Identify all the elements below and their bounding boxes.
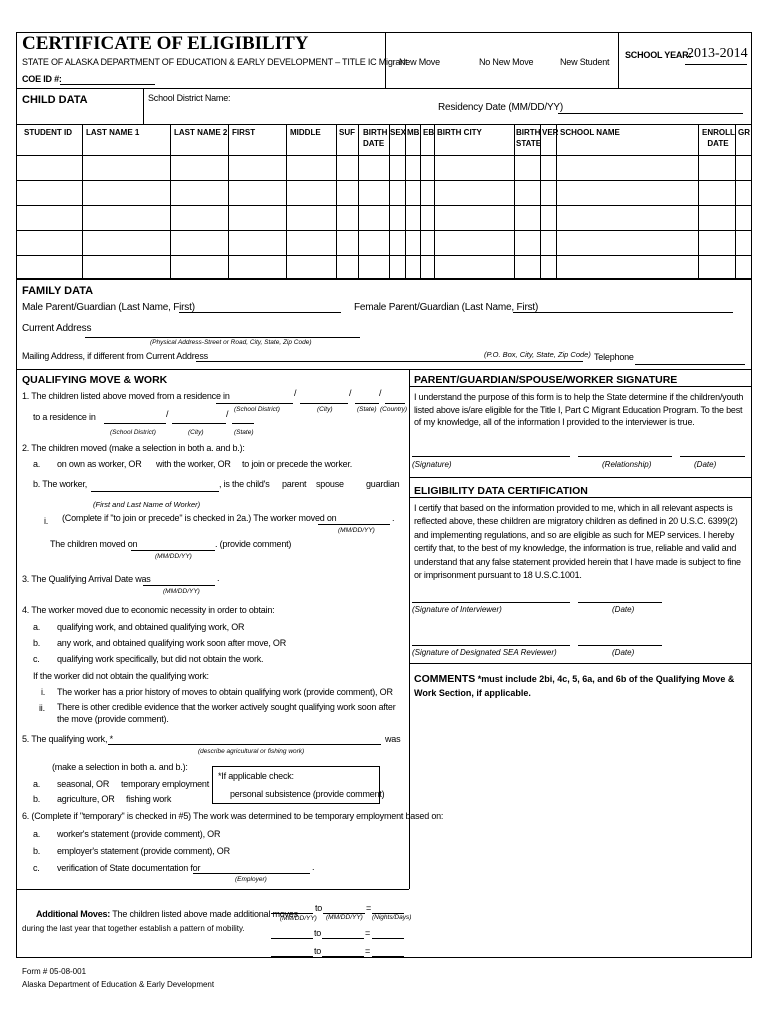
school-year-value[interactable]: 2013-2014 [687,46,748,61]
q6a-option[interactable]: worker's statement (provide comment), OR [57,829,221,839]
district-label: School District Name: [148,93,231,103]
move3-to-field[interactable] [322,946,364,957]
q1-state-field[interactable] [355,392,379,404]
signature-heading: PARENT/GUARDIAN/SPOUSE/WORKER SIGNATURE [414,374,678,386]
school-year-label: SCHOOL YEAR: [625,50,692,60]
q4-text: 4. The worker moved due to economic necessity in order to obtain: [22,605,275,615]
q5b-agriculture[interactable]: agriculture, OR [57,794,115,804]
reviewer-date-field[interactable] [578,636,662,646]
coe-id-label: COE ID #: [22,74,62,84]
male-parent-label: Male Parent/Guardian (Last Name, First) [22,302,195,313]
col-sex: SEX [390,128,407,137]
q2a-with-worker[interactable]: with the worker, OR [156,459,231,469]
cert-heading: ELIGIBILITY DATA CERTIFICATION [414,485,588,497]
q4c-option[interactable]: qualifying work specifically, but did not obtain the work. [57,654,264,664]
q2i-date-field[interactable] [318,513,390,525]
q2a-own-worker[interactable]: on own as worker, OR [57,459,142,469]
move3-nights-field[interactable] [372,946,404,957]
comments-area[interactable] [412,705,748,885]
col-birth-city: BIRTH CITY [437,128,482,137]
col-first: FIRST [232,128,256,137]
new-student-option[interactable]: New Student [560,57,610,67]
child-data-heading: CHILD DATA [22,94,88,106]
telephone-label: Telephone [594,352,634,362]
residency-field[interactable] [558,101,743,114]
q2i-text: (Complete if "to join or precede" is checked in 2a.) The worker moved on [62,513,337,523]
telephone-field[interactable] [635,353,745,365]
col-ver: VER [542,128,559,137]
q4a-option[interactable]: qualifying work, and obtained qualifying work, OR [57,622,245,632]
current-address-label: Current Address [22,323,92,334]
col-last-name-2: LAST NAME 2 [174,128,228,137]
col-school-name: SCHOOL NAME [560,128,620,137]
qm-heading: QUALIFYING MOVE & WORK [22,374,168,386]
parent-date-field[interactable] [680,447,745,457]
table-row[interactable] [16,230,752,231]
q2-text: 2. The children moved (make a selection in both a. and b.): [22,443,245,453]
employer-field[interactable] [193,862,310,874]
q2i-children-date-field[interactable] [131,539,215,551]
q1-to-district-field[interactable] [104,412,166,424]
interviewer-signature-field[interactable] [412,593,570,603]
move1-to-field[interactable] [323,904,365,914]
dept-line: STATE OF ALASKA DEPARTMENT OF EDUCATION & EARLY DEVELOPMENT – TITLE IC Migrant [22,57,408,67]
female-parent-field[interactable] [513,301,733,313]
q2b-spouse[interactable]: spouse [316,479,344,489]
q1-city-field[interactable] [300,392,348,404]
form-number: Form # 05-08-001 [22,967,87,976]
q5-text: 5. The qualifying work, * [22,734,113,744]
cert-text: I certify that based on the information provided to me, which in all relevant aspects is reflected above, these children are migratory children as defined in 20 U.S.C. 6399(2) and implementing regulations, and so are eligible as such for MEP services. I hereby certify that, to the best of my knowledge, the information is true, reliable and valid and understand that any false statement provided herein that I have made is subject to fine or imprisonment pursuant to 18 U.S.C.1001. [414,503,741,581]
col-suf: SUF [339,128,355,137]
family-data-heading: FAMILY DATA [22,285,94,297]
po-hint: (P.O. Box, City, State, Zip Code) [484,350,591,359]
q4ii-option[interactable]: There is other credible evidence that the worker actively sought qualifying work soon after the move (provide comment). [57,702,396,724]
move2-from-field[interactable] [271,928,313,939]
col-birth-date: BIRTH DATE [363,128,388,148]
col-last-name-1: LAST NAME 1 [86,128,140,137]
q4i-option[interactable]: The worker has a prior history of moves to obtain qualifying work (provide comment), OR [57,687,393,697]
q5a-seasonal[interactable]: seasonal, OR [57,779,110,789]
q1-district-field[interactable] [216,392,293,404]
move1-from-field[interactable] [271,904,313,914]
signature-text: I understand the purpose of this form is to help the State determine if the children/youth listed above is/are eligible for the Title I, Part C Migrant Education Program. To the best of my knowledge, all of the information I provided to the interviewer is true. [414,392,744,427]
q6c-option[interactable]: verification of State documentation for [57,863,201,873]
q2b-parent[interactable]: parent [282,479,307,489]
current-address-field[interactable] [85,326,360,338]
q2b-guardian[interactable]: guardian [366,479,400,489]
relationship-field[interactable] [578,447,672,457]
q3-text: 3. The Qualifying Arrival Date was [22,574,151,584]
q1-to-city-field[interactable] [172,412,226,424]
additional-moves: Additional Moves: The children listed above made additional moves [36,909,298,919]
interviewer-date-field[interactable] [578,593,662,603]
col-gr: GR [738,128,750,137]
table-row[interactable] [16,255,752,256]
move1-nights-field[interactable] [372,904,404,914]
mailing-address-label: Mailing Address, if different from Current Address [22,351,208,361]
comments-heading: COMMENTS *must include 2bi, 4c, 5, 6a, and 6b of the Qualifying Move & Work Section, if applicable. [414,673,735,698]
qualifying-work-field[interactable] [108,733,381,745]
q5a-temporary[interactable]: temporary employment [121,779,210,789]
worker-name-field[interactable] [91,480,219,492]
residency-label: Residency Date (MM/DD/YY) [438,102,564,113]
arrival-date-field[interactable] [143,574,215,586]
q4b-option[interactable]: any work, and obtained qualifying work soon after move, OR [57,638,287,648]
q1-to-text: to a residence in [33,412,96,422]
col-mb: MB [407,128,420,137]
q1-country-field[interactable] [385,392,405,404]
q1-text: 1. The children listed above moved from a residence in [22,391,230,401]
address-hint: (Physical Address-Street or Road, City, State, Zip Code) [150,339,312,346]
form-title: CERTIFICATE OF ELIGIBILITY [22,33,309,54]
col-eb: EB [423,128,435,137]
move2-nights-field[interactable] [372,928,404,939]
col-birth-state: BIRTH STATE [516,128,542,148]
no-new-move-option[interactable]: No New Move [479,57,534,67]
move2-to-field[interactable] [322,928,364,939]
col-middle: MIDDLE [290,128,321,137]
male-parent-field[interactable] [179,301,341,313]
parent-signature-field[interactable] [412,447,570,457]
col-enroll-date: ENROLL DATE [702,128,735,148]
q5b-fishing[interactable]: fishing work [126,794,172,804]
footer-dept: Alaska Department of Education & Early Development [22,980,215,989]
coe-id-field[interactable] [60,73,155,85]
col-student-id: STUDENT ID [24,128,72,137]
female-parent-label: Female Parent/Guardian (Last Name, First) [354,302,539,313]
q1-to-state-field[interactable] [232,412,254,424]
table-row[interactable] [16,205,752,206]
table-row[interactable] [16,180,752,181]
table-row[interactable] [16,155,752,156]
q6-text: 6. (Complete if "temporary" is checked in #5) The work was determined to be temporary employment based on: [22,811,444,821]
personal-subsistence-option[interactable]: personal subsistence (provide comment) [230,789,385,799]
new-move-option[interactable]: New Move [399,57,440,67]
reviewer-signature-field[interactable] [412,636,570,646]
q2a-join-precede[interactable]: to join or precede the worker. [242,459,353,469]
move3-from-field[interactable] [271,946,313,957]
q6b-option[interactable]: employer's statement (provide comment), OR [57,846,230,856]
